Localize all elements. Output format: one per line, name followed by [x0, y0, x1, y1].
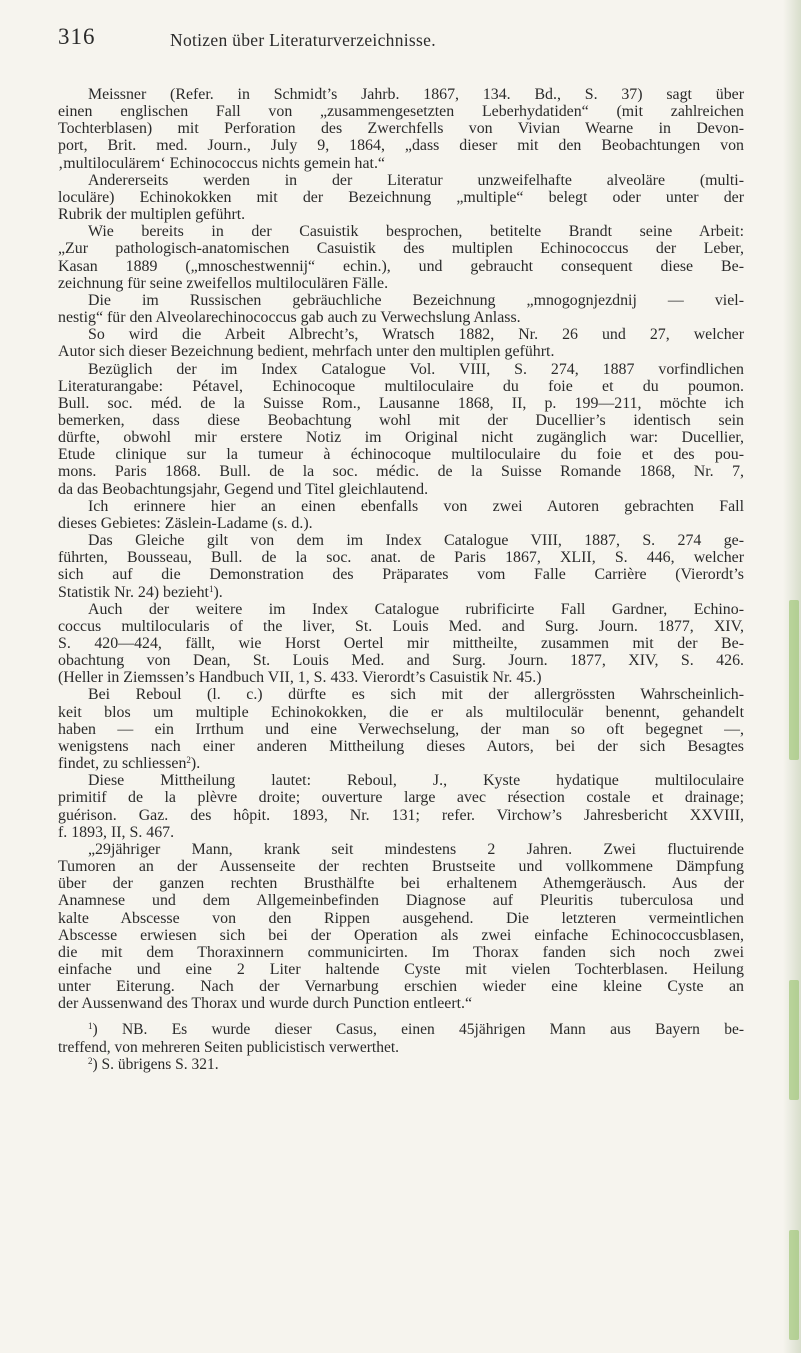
text-line [58, 343, 744, 360]
text-line [58, 635, 744, 652]
line-text: Etude clinique sur la tumeur à échinocoque multiloculaire du foie et des pou- [58, 446, 744, 464]
line-text: wenigstens nach einer anderen Mittheilung dieses Autors, bei der sich Besagtes [58, 737, 744, 755]
text-line [58, 240, 744, 257]
line-text: über der ganzen rechten Brusthälfte bei erhaltenem Athemgeräusch. Aus der [58, 875, 744, 893]
text-line [58, 892, 744, 909]
line-text: sich auf die Demonstration des Präparates vom Falle Carrière (Vierordt’s [58, 566, 744, 584]
line-text: Kasan 1889 („mnoschestwennij“ echin.), und gebraucht consequent diese Be- [58, 257, 744, 275]
line-text: (Heller in Ziemssen’s Handbuch VII, 1, S. 433. Vierordt’s Casuistik Nr. 45.) [58, 669, 542, 687]
line-text: Tumoren an der Aussenseite der rechten Brustseite und vollkommene Dämpfung [58, 858, 744, 876]
line-text: f. 1893, II, S. 467. [58, 823, 175, 841]
footnote-reference: 2 [186, 755, 191, 766]
line-tail: ). [190, 755, 201, 773]
text-line [58, 86, 744, 103]
page-edge-stain [789, 980, 799, 1100]
body-text [58, 86, 744, 1012]
text-line [58, 309, 744, 326]
text-line [58, 498, 744, 515]
line-text: S. übrigens S. 321. [101, 1055, 219, 1073]
text-line [58, 704, 744, 721]
text-line [58, 172, 744, 189]
line-text: Andererseits werden in der Literatur unzweifelhafte alveoläre (multi- [88, 171, 744, 189]
line-text: unter Eiterung. Nach der Vernarbung erschien wieder eine kleine Cyste an [58, 978, 744, 996]
line-text: primitif de la plèvre droite; ouverture large avec résection costale et drainage; [58, 789, 744, 807]
line-text: So wird die Arbeit Albrecht’s, Wratsch 1882, Nr. 26 und 27, welcher [88, 326, 744, 344]
text-line [58, 120, 744, 137]
text-line [58, 292, 744, 309]
running-head: Notizen über Literaturverzeichnisse. [170, 30, 436, 50]
line-text: da das Beobachtungsjahr, Gegend und Titel gleichlautend. [58, 480, 429, 498]
line-text: mons. Paris 1868. Bull. de la soc. médic. de la Suisse Romande 1868, Nr. 7, [58, 463, 744, 481]
line-text: Ich erinnere hier an einen ebenfalls von zwei Autoren gebrachten Fall [88, 497, 744, 515]
text-line [58, 652, 744, 669]
text-line [58, 618, 744, 635]
text-line [58, 978, 744, 995]
text-line [58, 275, 744, 292]
text-line [58, 326, 744, 343]
footnotes [58, 1021, 744, 1072]
line-text: guérison. Gaz. des hôpit. 1893, Nr. 131; refer. Virchow’s Jahresbericht XXVIII, [58, 806, 744, 824]
text-line [58, 412, 744, 429]
line-text: loculäre) Echinokokken mit der Bezeichnung „multiple“ belegt oder unter der [58, 188, 744, 206]
footnote-line: $^1$) NB. Es wurde dieser Casus, einen 45jährigen Mann aus Bayern be- [88, 1021, 744, 1039]
text-line [58, 824, 744, 841]
footnote-marker: 2 [88, 1055, 93, 1066]
line-text: zeichnung für seine zweifellos multiloculären Fälle. [58, 274, 389, 292]
line-text: Autor sich dieser Bezeichnung bedient, mehrfach unter den multiplen geführt. [58, 343, 555, 361]
text-line [58, 103, 744, 120]
text-line [58, 875, 744, 892]
text-line [58, 910, 744, 927]
line-text: Tochterblasen) mit Perforation des Zwerchfells von Vivian Wearne in Devon- [58, 120, 744, 138]
line-text: NB. Es wurde dieser Casus, einen 45jährigen Mann aus Bayern be- [121, 1021, 744, 1039]
line-text: nestig“ für den Alveolarechinococcus gab auch zu Verwechslung Anlass. [58, 309, 521, 327]
text-line [58, 961, 744, 978]
line-text: Auch der weitere im Index Catalogue rubrificirte Fall Gardner, Echino- [88, 600, 744, 618]
text-line [58, 601, 744, 618]
line-text: kalte Abscesse von den Rippen ausgehend. Die letzteren vermeintlichen [58, 909, 744, 927]
line-text: Meissner (Refer. in Schmidt’s Jahrb. 1867, 134. Bd., S. 37) sagt über [88, 86, 744, 103]
page-edge-stain [789, 1230, 799, 1340]
footnote-reference: 1 [208, 583, 214, 594]
line-text: keit blos um multiple Echinokokken, die er als multiloculär benennt, gehandelt [58, 703, 744, 721]
line-text: Statistik Nr. 24) bezieht [58, 583, 209, 601]
line-tail: ). [213, 583, 223, 601]
text-line [58, 463, 744, 480]
line-text: einfache und eine 2 Liter haltende Cyste mit vielen Tochterblasen. Heilung [58, 960, 744, 978]
line-text: bemerken, dass diese Beobachtung wohl mit der Ducellier’s identisch sein [58, 411, 744, 429]
line-text: einen englischen Fall von „zusammengesetzten Leberhydatiden“ (mit zahlreichen [58, 103, 744, 121]
page-number: 316 [58, 24, 96, 49]
text-line [58, 137, 744, 154]
line-text: port, Brit. med. Journ., July 9, 1864, „dass dieser mit den Beobachtungen von [58, 137, 744, 155]
line-text: haben — ein Irrthum und eine Verwechselung, der man so oft begegnet —, [58, 720, 744, 738]
text-line [58, 755, 744, 772]
text-line [58, 858, 744, 875]
text-line [58, 841, 744, 858]
line-text: obachtung von Dean, St. Louis Med. and Surg. Journ. 1877, XIV, S. 426. [58, 652, 744, 670]
book-page [58, 22, 744, 1073]
line-text: Bezüglich der im Index Catalogue Vol. VIII, S. 274, 1887 vorfindlichen [88, 360, 744, 378]
text-line [58, 549, 744, 566]
line-text: Bei Reboul (l. c.) dürfte es sich mit der allergrössten Wahrscheinlich- [88, 686, 744, 704]
line-text: findet, zu schliessen [58, 755, 187, 773]
text-line [58, 789, 744, 806]
text-line [58, 532, 744, 549]
line-text: Anamnese und dem Allgemeinbefinden Diagnose auf Pleuritis tuberculosa und [58, 892, 744, 910]
text-line [58, 772, 744, 789]
line-text: führten, Bousseau, Bull. de la soc. anat. de Paris 1867, XLII, S. 446, welcher [58, 549, 744, 567]
line-text: „29jähriger Mann, krank seit mindestens 2 Jahren. Zwei fluctuirende [88, 840, 744, 858]
footnote-line [58, 1039, 744, 1056]
text-line [58, 378, 744, 395]
text-line [58, 446, 744, 463]
text-line [58, 927, 744, 944]
text-line [58, 206, 744, 223]
line-text: Literaturangabe: Pétavel, Echinocoque multiloculaire du foie et du poumon. [58, 377, 744, 395]
text-line [58, 721, 744, 738]
line-text: Abscesse erwiesen sich bei der Operation als zwei einfache Echinococcusblasen, [58, 926, 744, 944]
text-line [58, 361, 744, 378]
line-text: die mit dem Thoraxinnern communicirten. Im Thorax fanden sich noch zwei [58, 943, 744, 961]
line-text: treffend, von mehreren Seiten publicistisch verwerthet. [58, 1038, 400, 1056]
footnote-line: $^2$) S. übrigens S. 321. [88, 1055, 219, 1073]
line-text: der Aussenwand des Thorax und wurde durch Punction entleert.“ [58, 995, 473, 1013]
text-line [58, 395, 744, 412]
text-line [58, 429, 744, 446]
line-text: „Zur pathologisch-anatomischen Casuistik des multiplen Echinococcus der Leber, [58, 240, 744, 258]
text-line [58, 807, 744, 824]
text-line [58, 155, 744, 172]
line-text: dieses Gebietes: Zäslein-Ladame (s. d.). [58, 514, 313, 532]
line-text: coccus multilocularis of the liver, St. Louis Med. and Surg. Journ. 1877, XIV, [58, 617, 744, 635]
text-line [58, 481, 744, 498]
page-header [58, 22, 744, 62]
line-text: dürfte, obwohl mir erstere Notiz im Original nicht zugänglich war: Ducellier, [58, 429, 744, 447]
text-line [58, 995, 744, 1012]
line-text: Die im Russischen gebräuchliche Bezeichnung „mnogognjezdnij — viel- [88, 291, 744, 309]
text-line [58, 566, 744, 583]
line-text: Wie bereits in der Casuistik besprochen, betitelte Brandt seine Arbeit: [88, 223, 744, 241]
line-text: Bull. soc. méd. de la Suisse Rom., Lausanne 1868, II, p. 199—211, möchte ich [58, 394, 744, 412]
text-line [58, 258, 744, 275]
text-line [58, 738, 744, 755]
text-line [58, 223, 744, 240]
text-line [58, 189, 744, 206]
page-edge-stain [789, 600, 799, 760]
text-line [58, 944, 744, 961]
text-line [58, 515, 744, 532]
footnote-marker: 1 [88, 1021, 93, 1032]
line-text: Rubrik der multiplen geführt. [58, 206, 246, 224]
text-line [58, 686, 744, 703]
text-line [58, 669, 744, 686]
line-text: ‚multiloculärem‘ Echinococcus nichts gemein hat.“ [58, 154, 385, 172]
line-text: Das Gleiche gilt von dem im Index Catalogue VIII, 1887, S. 274 ge- [88, 532, 744, 550]
line-text: Diese Mittheilung lautet: Reboul, J., Kyste hydatique multiloculaire [88, 772, 744, 790]
text-line [58, 584, 744, 601]
line-text: S. 420—424, fällt, wie Horst Oertel mir mittheilte, zusammen mit der Be- [58, 635, 744, 652]
